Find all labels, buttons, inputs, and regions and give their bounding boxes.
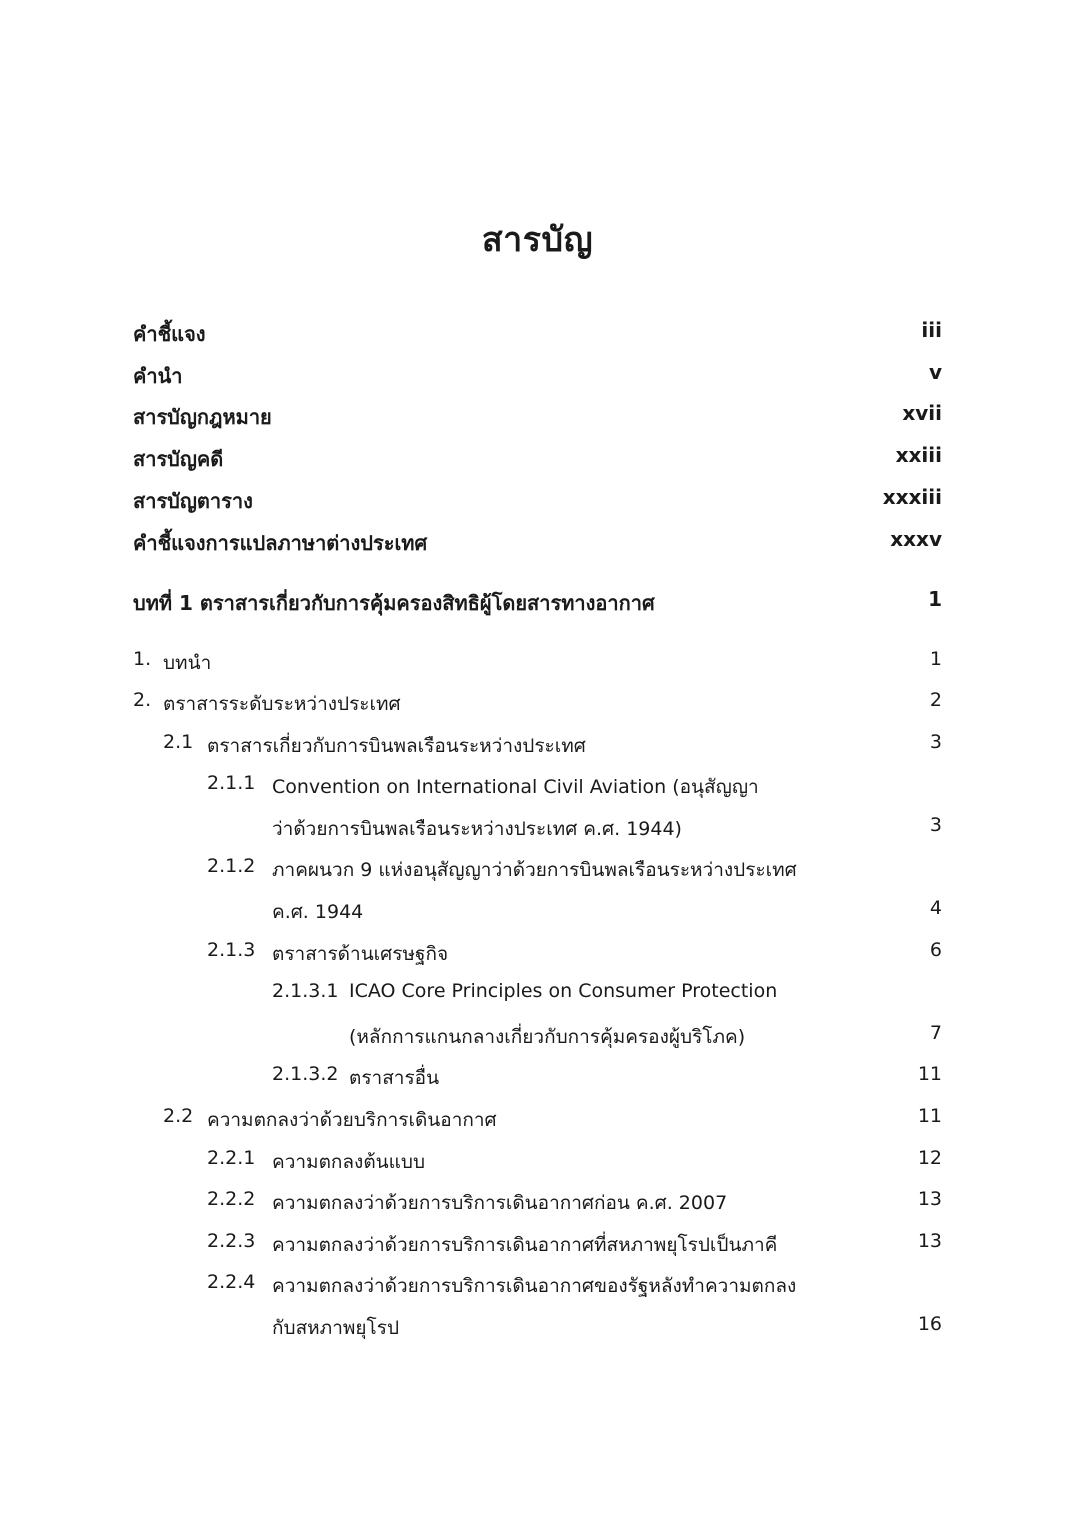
toc-entry[interactable] [0, 1271, 1075, 1305]
chapter-label: บทที่ 1 ตราสารเกี่ยวกับการคุ้มครองสิทธิผู้โดยสารทางอากาศ [133, 591, 655, 615]
toc-label: คำชี้แจง [133, 322, 206, 346]
entry-label: ตราสารระดับระหว่างประเทศ [163, 693, 401, 715]
entry-label: ความตกลงว่าด้วยการบริการเดินอากาศก่อน ค.ศ. 2007 [272, 1192, 728, 1214]
toc-entry[interactable] [0, 1063, 1075, 1097]
toc-entry-continuation[interactable] [0, 897, 1075, 931]
page-title: สารบัญ [481, 220, 594, 260]
entry-number: 2. [133, 689, 152, 711]
entry-label: ภาคผนวก 9 แห่งอนุสัญญาว่าด้วยการบินพลเรือนระหว่างประเทศ [272, 859, 797, 881]
entry-page: 13 [917, 1188, 942, 1210]
entry-number: 2.1.3.2 [272, 1063, 339, 1085]
entry-page: 11 [917, 1063, 942, 1085]
toc-front-item[interactable] [0, 318, 1075, 352]
entry-number: 2.1.3 [207, 939, 256, 961]
entry-label: ตราสารเกี่ยวกับการบินพลเรือนระหว่างประเทศ [207, 735, 586, 757]
entry-number: 2.2.2 [207, 1188, 256, 1210]
toc-front-item[interactable] [0, 360, 1075, 394]
toc-chapter[interactable] [0, 587, 1075, 621]
entry-label: ตราสารอื่น [349, 1067, 440, 1089]
toc-page: v [928, 360, 942, 384]
entry-page: 12 [917, 1147, 942, 1169]
entry-label: ตราสารด้านเศรษฐกิจ [272, 943, 449, 965]
entry-page: 1 [929, 648, 942, 670]
entry-page: 2 [929, 689, 942, 711]
toc-front-item[interactable] [0, 485, 1075, 519]
toc-page: xxiii [895, 443, 942, 467]
toc-entry[interactable] [0, 772, 1075, 806]
toc-entry[interactable] [0, 1105, 1075, 1139]
entry-page: 4 [929, 897, 942, 919]
entry-label: บทนำ [163, 652, 212, 674]
toc-entry[interactable] [0, 731, 1075, 765]
entry-label: ICAO Core Principles on Consumer Protection [349, 980, 778, 1002]
entry-number: 2.1.2 [207, 855, 256, 877]
entry-page: 16 [917, 1313, 942, 1335]
entry-number: 2.2.1 [207, 1147, 256, 1169]
entry-label: ความตกลงว่าด้วยการบริการเดินอากาศที่สหภาพยุโรปเป็นภาคี [272, 1234, 778, 1256]
entry-label-continued: ว่าด้วยการบินพลเรือนระหว่างประเทศ ค.ศ. 1944) [272, 818, 682, 840]
entry-page: 13 [917, 1230, 942, 1252]
entry-label: ความตกลงต้นแบบ [272, 1151, 426, 1173]
entry-label-continued: ค.ศ. 1944 [272, 901, 364, 923]
entry-label-continued: กับสหภาพยุโรป [272, 1317, 400, 1339]
entry-page: 3 [929, 731, 942, 753]
entry-number: 2.1.1 [207, 772, 256, 794]
entry-label: ความตกลงว่าด้วยบริการเดินอากาศ [207, 1109, 497, 1131]
toc-entry[interactable] [0, 939, 1075, 973]
toc-label: สารบัญคดี [133, 447, 224, 471]
entry-page: 7 [929, 1022, 942, 1044]
toc-entry[interactable] [0, 1188, 1075, 1222]
toc-label: สารบัญกฎหมาย [133, 405, 272, 429]
toc-entry[interactable] [0, 1147, 1075, 1181]
toc-entry[interactable] [0, 980, 1075, 1014]
entry-number: 2.2.4 [207, 1271, 256, 1293]
toc-page: iii [921, 318, 942, 342]
toc-entry[interactable] [0, 855, 1075, 889]
entry-label-continued: (หลักการแกนกลางเกี่ยวกับการคุ้มครองผู้บริโภค) [349, 1026, 746, 1048]
entry-label: Convention on International Civil Aviation (อนุสัญญา [272, 776, 759, 798]
chapter-page: 1 [928, 587, 942, 611]
entry-label: ความตกลงว่าด้วยการบริการเดินอากาศของรัฐหลังทำความตกลง [272, 1275, 797, 1297]
entry-number: 2.1 [163, 731, 194, 753]
entry-number: 2.2.3 [207, 1230, 256, 1252]
entry-page: 6 [929, 939, 942, 961]
toc-label: สารบัญตาราง [133, 489, 253, 513]
toc-label: คำนำ [133, 364, 183, 388]
toc-entry-continuation[interactable] [0, 1313, 1075, 1347]
toc-entry-continuation[interactable] [0, 814, 1075, 848]
entry-page: 3 [929, 814, 942, 836]
toc-label: คำชี้แจงการแปลภาษาต่างประเทศ [133, 531, 428, 555]
toc-front-item[interactable] [0, 401, 1075, 435]
toc-entry[interactable] [0, 689, 1075, 723]
entry-number: 2.1.3.1 [272, 980, 339, 1002]
entry-page: 11 [917, 1105, 942, 1127]
toc-front-item[interactable] [0, 527, 1075, 561]
entry-number: 2.2 [163, 1105, 194, 1127]
toc-page: xxxiii [882, 485, 942, 509]
toc-entry[interactable] [0, 1230, 1075, 1264]
toc-entry[interactable] [0, 648, 1075, 682]
toc-page: xvii [902, 401, 942, 425]
toc-page: xxxv [890, 527, 942, 551]
toc-entry-continuation[interactable] [0, 1022, 1075, 1056]
toc-front-item[interactable] [0, 443, 1075, 477]
entry-number: 1. [133, 648, 152, 670]
